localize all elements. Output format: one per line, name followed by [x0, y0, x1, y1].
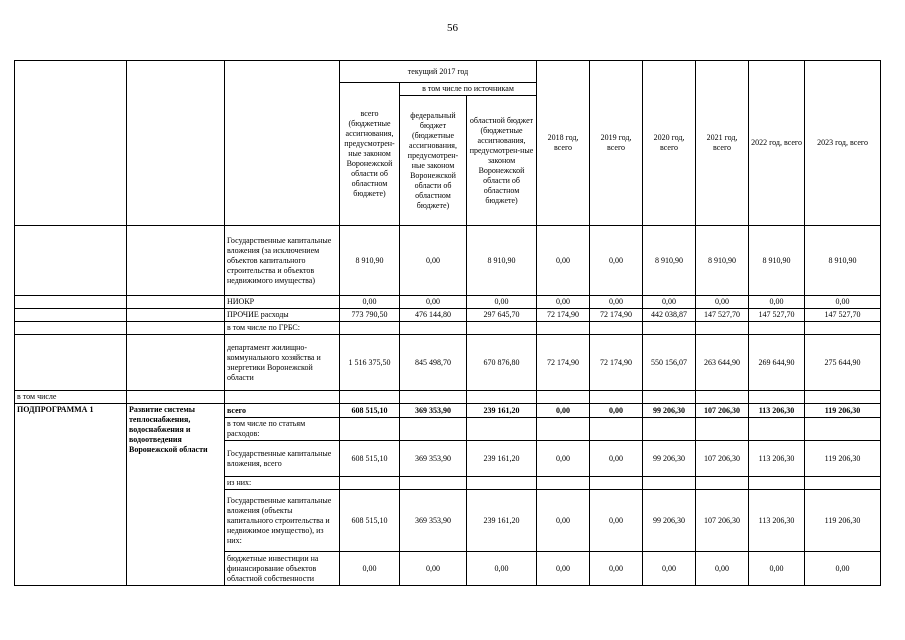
table-cell: 72 174,90 [590, 335, 643, 391]
budget-table [14, 60, 881, 586]
table-row [15, 335, 881, 391]
table-cell: 107 206,30 [696, 441, 749, 477]
table-cell: 0,00 [400, 296, 467, 309]
table-cell: 0,00 [590, 490, 643, 552]
header-row-1 [15, 61, 881, 83]
table-cell: 107 206,30 [696, 404, 749, 418]
table-cell: 369 353,90 [400, 490, 467, 552]
table-cell: 0,00 [467, 296, 537, 309]
table-cell: 0,00 [467, 552, 537, 586]
row-label: в том числе по статьям расходов: [225, 418, 340, 441]
table-cell: 608 515,10 [340, 490, 400, 552]
page-number: 56 [447, 22, 458, 34]
table-cell: 99 206,30 [643, 404, 696, 418]
row-label: департамент жилищно-коммунального хозяйства и энергетики Воронежской области [225, 335, 340, 391]
table-cell: 72 174,90 [537, 335, 590, 391]
table-cell: 0,00 [643, 296, 696, 309]
table-cell: 0,00 [749, 552, 805, 586]
header-blank-2 [127, 61, 225, 226]
table-cell: 0,00 [805, 296, 881, 309]
header-blank-3 [225, 61, 340, 226]
table-cell: 369 353,90 [400, 404, 467, 418]
table-cell: 239 161,20 [467, 404, 537, 418]
table-cell: 0,00 [537, 490, 590, 552]
row-label: Государственные капитальные вложения, всего [225, 441, 340, 477]
table-cell: 8 910,90 [467, 226, 537, 296]
table-cell: 239 161,20 [467, 490, 537, 552]
table-cell: 0,00 [537, 404, 590, 418]
table-row [15, 296, 881, 309]
table-cell: 608 515,10 [340, 441, 400, 477]
table-cell: 0,00 [590, 226, 643, 296]
row-label: Государственные капитальные вложения (объекты капитального строительства и недвижимое имущество), из них: [225, 490, 340, 552]
table-cell: 369 353,90 [400, 441, 467, 477]
row-label: всего [225, 404, 340, 418]
table-cell: 8 910,90 [749, 226, 805, 296]
table-cell: 263 644,90 [696, 335, 749, 391]
table-cell: 0,00 [537, 441, 590, 477]
subprogram-name: Развитие системы теплоснабжения, водоснабжения и водоотведения Воронежской области [127, 404, 225, 586]
table-cell: 0,00 [340, 552, 400, 586]
header-by-source: в том числе по источникам [400, 83, 537, 96]
table-row [15, 322, 881, 335]
row-label: бюджетные инвестиции на финансирование объектов областной собственности [225, 552, 340, 586]
table-cell: 8 910,90 [805, 226, 881, 296]
table-cell: 119 206,30 [805, 441, 881, 477]
table-cell: 0,00 [537, 296, 590, 309]
header-regional: областной бюджет (бюджетные ассигнования, предусмотрен-ные законом Воронежской области об областном бюджете) [467, 96, 537, 226]
table-cell: 0,00 [400, 552, 467, 586]
table-cell: 113 206,30 [749, 441, 805, 477]
table-cell: 0,00 [805, 552, 881, 586]
table-cell: 147 527,70 [749, 309, 805, 322]
table-cell: 72 174,90 [590, 309, 643, 322]
table-cell: 119 206,30 [805, 404, 881, 418]
table-row [15, 391, 881, 404]
table-cell: 0,00 [749, 296, 805, 309]
table-cell: 442 038,87 [643, 309, 696, 322]
table-cell: 269 644,90 [749, 335, 805, 391]
table-cell: 0,00 [537, 226, 590, 296]
table-row [15, 309, 881, 322]
header-blank-1 [15, 61, 127, 226]
table-cell: 239 161,20 [467, 441, 537, 477]
table-cell: 119 206,30 [805, 490, 881, 552]
table-cell: 608 515,10 [340, 404, 400, 418]
table-cell: 0,00 [643, 552, 696, 586]
table-cell: 0,00 [590, 404, 643, 418]
table-cell: 8 910,90 [340, 226, 400, 296]
row-label: НИОКР [225, 296, 340, 309]
table-cell: 0,00 [537, 552, 590, 586]
header-federal: федеральный бюджет (бюджетные ассигнования, предусмотрен-ные законом Воронежской области об областном бюджете) [400, 96, 467, 226]
table-cell: 107 206,30 [696, 490, 749, 552]
row-label: ПРОЧИЕ расходы [225, 309, 340, 322]
header-current-2017: текущий 2017 год [340, 61, 537, 83]
row-label: в том числе [15, 391, 127, 404]
table-cell: 8 910,90 [696, 226, 749, 296]
table-cell: 99 206,30 [643, 490, 696, 552]
header-2022: 2022 год, всего [749, 61, 805, 226]
header-2021: 2021 год, всего [696, 61, 749, 226]
table-cell: 113 206,30 [749, 490, 805, 552]
table-row [15, 226, 881, 296]
header-2019: 2019 год, всего [590, 61, 643, 226]
header-2023: 2023 год, всего [805, 61, 881, 226]
table-cell: 476 144,80 [400, 309, 467, 322]
table-cell: 0,00 [590, 552, 643, 586]
header-2020: 2020 год, всего [643, 61, 696, 226]
table-cell: 297 645,70 [467, 309, 537, 322]
table-cell: 670 876,80 [467, 335, 537, 391]
header-total: всего (бюджетные ассигнования, предусмотрен-ные законом Воронежской области об областном бюджете) [340, 83, 400, 226]
table-cell: 0,00 [696, 296, 749, 309]
table-cell: 0,00 [340, 296, 400, 309]
subprogram-code: ПОДПРОГРАММА 1 [15, 404, 127, 586]
table-cell: 1 516 375,50 [340, 335, 400, 391]
table-cell: 845 498,70 [400, 335, 467, 391]
table-cell: 0,00 [400, 226, 467, 296]
table-cell: 0,00 [696, 552, 749, 586]
table-cell: 147 527,70 [696, 309, 749, 322]
table-cell: 8 910,90 [643, 226, 696, 296]
row-label: Государственные капитальные вложения (за исключением объектов капитального строительства и объектов недвижимого имущества) [225, 226, 340, 296]
row-label: в том числе по ГРБС: [225, 322, 340, 335]
row-label: из них: [225, 477, 340, 490]
table-cell: 0,00 [590, 441, 643, 477]
header-2018: 2018 год, всего [537, 61, 590, 226]
table-cell: 147 527,70 [805, 309, 881, 322]
table-cell: 773 790,50 [340, 309, 400, 322]
table-cell: 550 156,07 [643, 335, 696, 391]
table-cell: 275 644,90 [805, 335, 881, 391]
table-cell: 99 206,30 [643, 441, 696, 477]
table-cell: 0,00 [590, 296, 643, 309]
table-cell: 72 174,90 [537, 309, 590, 322]
table-row [15, 404, 881, 418]
table-cell: 113 206,30 [749, 404, 805, 418]
